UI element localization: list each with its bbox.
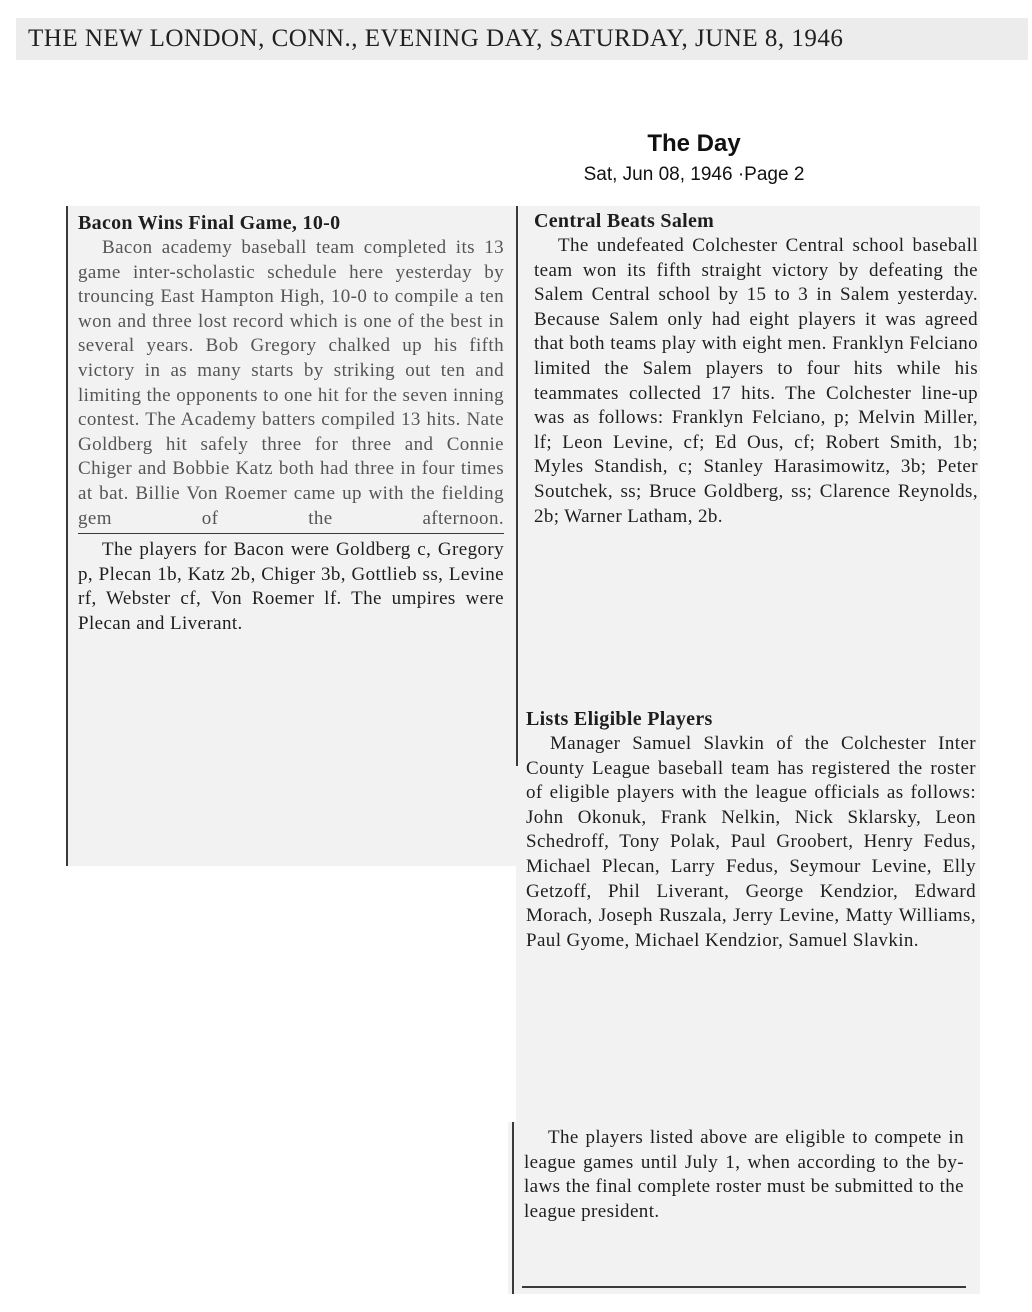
headline-eligible: Lists Eligible Players — [526, 708, 713, 730]
article-eligible-paragraph-1: Manager Samuel Slavkin of the Colchester Inter County League baseball team has registered the roster of eligible players with the league officials as follows: John Okonuk, Frank Nelkin, Nick Sklarsky, Leon Schedroff, Tony Polak, Paul Groobert, Henry Fedus, Michael Plecan, Larry Fedus, Seymour Levine, Elly Getzoff, Phil Liverant, George Kendzior, Edward Morach, Joseph Ruszala, Jerry Levine, Matty Williams, Paul Gyome, Michael Kendzior, Samuel Slavkin. — [526, 733, 976, 951]
clipping-eligible-continued — [508, 1122, 980, 1294]
clipping-source-date: Sat, Jun 08, 1946 ·Page 2 — [583, 164, 805, 185]
clipping-central-salem — [516, 206, 980, 1122]
newspaper-masthead — [16, 18, 1028, 60]
column-rule-right — [516, 206, 518, 766]
article-divider — [78, 533, 504, 534]
article-eligible-paragraph-2: The players listed above are eligible to compete in league games until July 1, when according to the by-laws the final complete roster must be submitted to the league president. — [524, 1127, 964, 1222]
clipping-bacon — [66, 206, 518, 866]
column-rule-left — [66, 206, 68, 866]
article-end-rule — [522, 1286, 966, 1288]
column-rule-bottom — [512, 1122, 514, 1294]
headline-bacon: Bacon Wins Final Game, 10-0 — [78, 212, 341, 234]
article-central-paragraph-1: The undefeated Colchester Central school baseball team won its fifth straight victory by defeating the Salem Central school by 15 to 3 in Salem yesterday. Because Salem only had eight players it was agreed that both teams play with eight men. Franklyn Felciano limited the Salem players to four hits while his teammates collected 17 hits. The Colchester line-up was as follows: Franklyn Felciano, p; Melvin Miller, lf; Leon Levine, cf; Ed Ous, cf; Robert Smith, 1b; Myles Standish, c; Stanley Harasimowitz, 3b; Peter Soutchek, ss; Bruce Goldberg, ss; Clarence Reynolds, 2b; Warner Latham, 2b. — [534, 235, 978, 527]
article-central — [534, 208, 978, 529]
clipping-source-title: The Day — [647, 130, 741, 157]
headline-central: Central Beats Salem — [534, 210, 715, 232]
article-bacon — [78, 210, 504, 637]
article-bacon-paragraph-1: Bacon academy baseball team completed its 13 game inter-scholastic schedule here yesterday by trouncing East Hampton High, 10-0 to compile a ten won and three lost record which is one of the best in several years. Bob Gregory chalked up his fifth victory in as many starts by striking out ten and limiting the opponents to one hit for the seven inning contest. The Academy batters compiled 13 hits. Nate Goldberg hit safely three for three and Connie Chiger and Bobbie Katz both had three in four times at bat. Billie Von Roemer came up with the fielding gem of the afternoon. — [78, 237, 504, 529]
masthead-text: THE NEW LONDON, CONN., EVENING DAY, SATURDAY, JUNE 8, 1946 — [28, 25, 844, 52]
article-eligible — [526, 706, 976, 953]
article-bacon-paragraph-2: The players for Bacon were Goldberg c, Gregory p, Plecan 1b, Katz 2b, Chiger 3b, Gottlieb ss, Levine rf, Webster cf, Von Roemer lf. The umpires were Plecan and Liverant. — [78, 539, 504, 634]
article-eligible-continued — [524, 1126, 964, 1224]
